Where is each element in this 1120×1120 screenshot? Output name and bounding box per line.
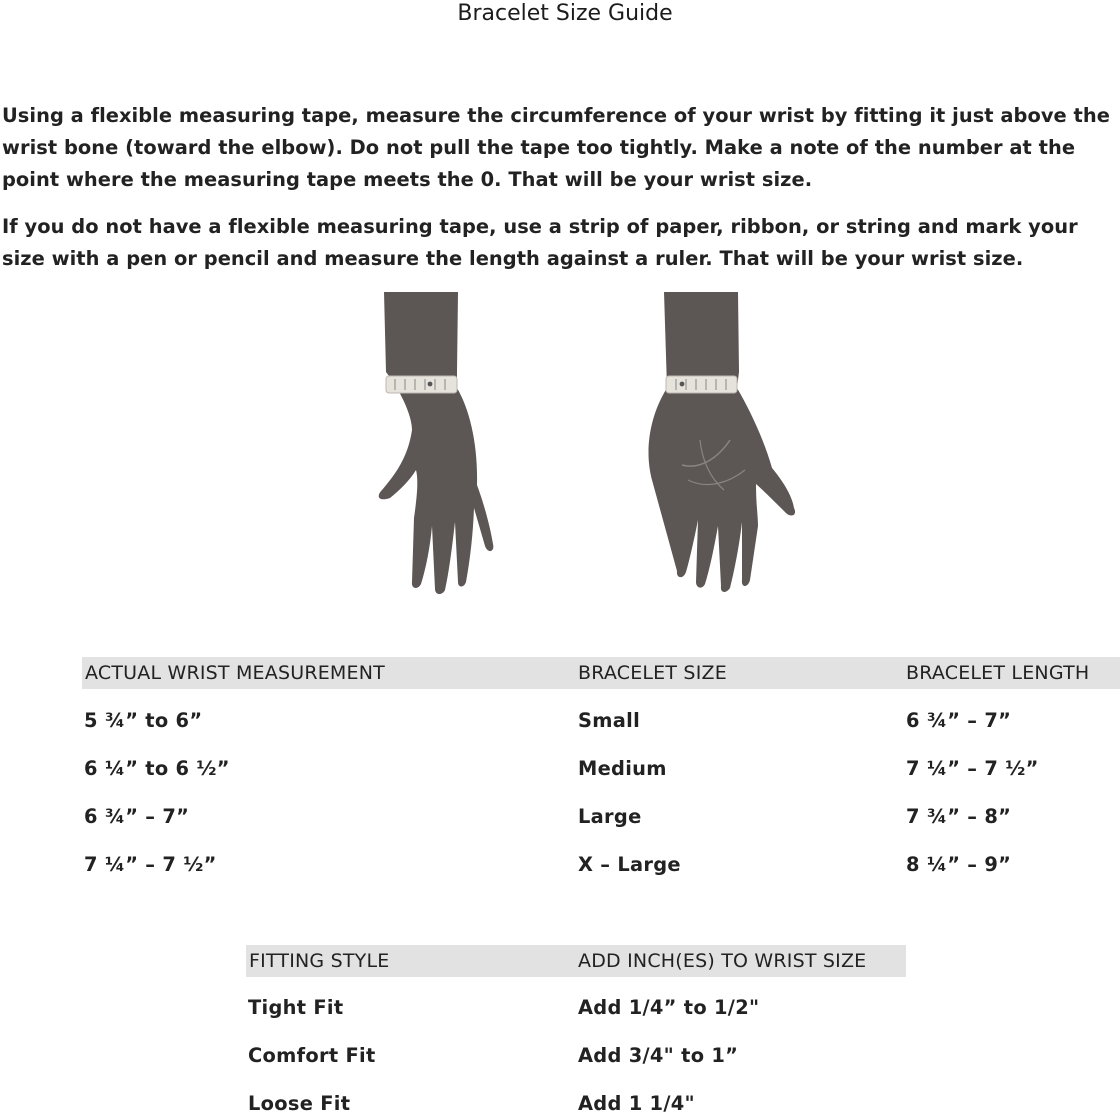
table-cell-size: Small bbox=[578, 709, 641, 732]
right-hand-illustration bbox=[648, 292, 795, 592]
wrist-measuring-illustration bbox=[320, 290, 800, 595]
table-cell-length: 8 ¼” – 9” bbox=[906, 853, 1012, 876]
fit-cell-style: Tight Fit bbox=[248, 996, 344, 1019]
header-bracelet-size: BRACELET SIZE bbox=[578, 662, 727, 684]
header-bracelet-length: BRACELET LENGTH bbox=[906, 662, 1090, 684]
measuring-tape bbox=[386, 376, 457, 393]
instruction-paragraph-string: If you do not have a flexible measuring tape, use a strip of paper, ribbon, or string and mark your size with a pen or pencil and measure the length against a ruler. That will be your wrist size. bbox=[2, 215, 1078, 270]
table-cell-length: 7 ¼” – 7 ½” bbox=[906, 757, 1039, 780]
header-fitting-style: FITTING STYLE bbox=[249, 950, 390, 972]
table-cell-wrist: 6 ¼” to 6 ½” bbox=[84, 757, 230, 780]
header-add-inches: ADD INCH(ES) TO WRIST SIZE bbox=[578, 950, 867, 972]
left-hand-illustration bbox=[379, 292, 494, 594]
table-cell-size: Medium bbox=[578, 757, 667, 780]
instruction-paragraph-tape: Using a flexible measuring tape, measure the circumference of your wrist by fitting it just above the wrist bone (toward the elbow). Do not pull the tape too tightly. Make a note of the number at the point where the measuring tape meets the 0. That will be your wrist size. bbox=[2, 104, 1110, 191]
table-cell-wrist: 5 ¾” to 6” bbox=[84, 709, 203, 732]
fit-cell-add: Add 1 1/4" bbox=[578, 1092, 695, 1115]
fit-cell-style: Loose Fit bbox=[248, 1092, 351, 1115]
header-actual-wrist-measurement: ACTUAL WRIST MEASUREMENT bbox=[85, 662, 385, 684]
table-cell-size: X – Large bbox=[578, 853, 681, 876]
table-cell-wrist: 7 ¼” – 7 ½” bbox=[84, 853, 217, 876]
fit-cell-add: Add 1/4” to 1/2" bbox=[578, 996, 760, 1019]
page-title: Bracelet Size Guide bbox=[457, 1, 673, 26]
table-cell-wrist: 6 ¾” – 7” bbox=[84, 805, 190, 828]
fit-cell-add: Add 3/4" to 1” bbox=[578, 1044, 739, 1067]
table-cell-length: 7 ¾” – 8” bbox=[906, 805, 1012, 828]
table-cell-size: Large bbox=[578, 805, 642, 828]
table-cell-length: 6 ¾” – 7” bbox=[906, 709, 1012, 732]
fit-cell-style: Comfort Fit bbox=[248, 1044, 376, 1067]
